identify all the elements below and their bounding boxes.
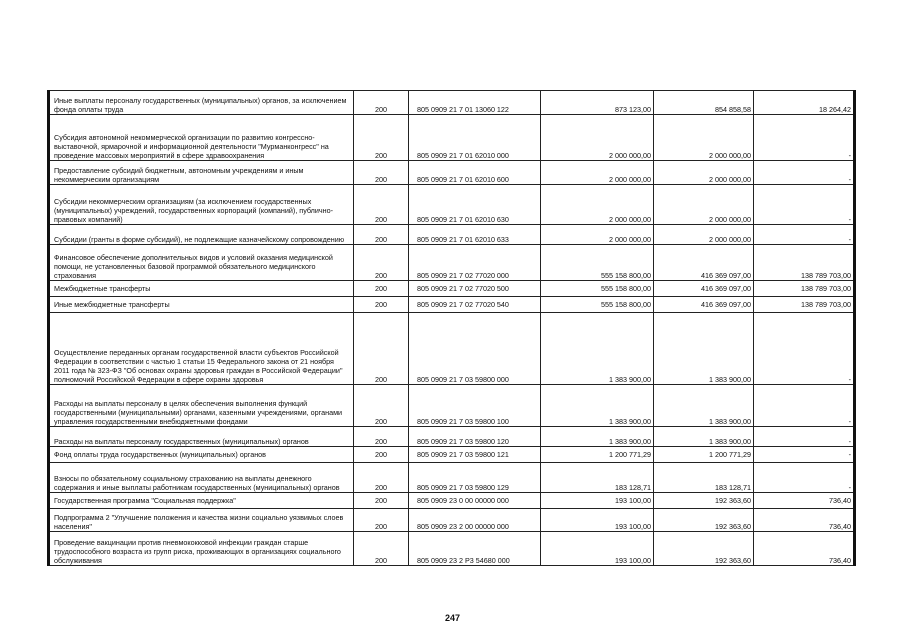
row-approved-cell: 2 000 000,00	[541, 161, 654, 185]
table-row	[49, 493, 855, 509]
row-unexecuted-cell: 736,40	[754, 532, 855, 566]
row-name-cell: Предоставление субсидий бюджетным, автономным учреждениям и иным некоммерческим организациям	[49, 161, 354, 185]
table-row	[49, 245, 855, 281]
row-approved-cell: 193 100,00	[541, 509, 654, 532]
row-budget-code-cell: 805 0909 21 7 02 77020 540	[409, 297, 541, 313]
row-unexecuted-cell: -	[754, 185, 855, 225]
row-budget-code-cell: 805 0909 21 7 01 62010 000	[409, 115, 541, 161]
row-unexecuted-cell: 138 789 703,00	[754, 281, 855, 297]
row-name-cell: Подпрограмма 2 "Улучшение положения и качества жизни социально уязвимых слоев населения"	[49, 509, 354, 532]
table-row	[49, 385, 855, 427]
row-executed-cell: 2 000 000,00	[654, 161, 754, 185]
row-name-cell: Иные межбюджетные трансферты	[49, 297, 354, 313]
row-line-code-cell: 200	[354, 297, 409, 313]
row-approved-cell: 873 123,00	[541, 91, 654, 115]
row-budget-code-cell: 805 0909 23 0 00 00000 000	[409, 493, 541, 509]
row-unexecuted-cell: 736,40	[754, 493, 855, 509]
row-name-cell: Осуществление переданных органам государственной власти субъектов Российской Федерации в соответствии с частью 1 статьи 15 Федерального закона от 21 ноября 2011 года № 323-ФЗ "Об основах охраны здоровья граждан в Российской Федерации" полномочий Российской Федерации в сфере охраны здоровья	[49, 313, 354, 385]
row-unexecuted-cell: -	[754, 463, 855, 493]
row-executed-cell: 192 363,60	[654, 532, 754, 566]
row-line-code-cell: 200	[354, 245, 409, 281]
row-line-code-cell: 200	[354, 493, 409, 509]
row-name-cell: Расходы на выплаты персоналу государственных (муниципальных) органов	[49, 427, 354, 447]
row-budget-code-cell: 805 0909 21 7 03 59800 120	[409, 427, 541, 447]
page-number: 247	[444, 613, 461, 623]
row-approved-cell: 1 383 900,00	[541, 385, 654, 427]
row-name-cell: Фонд оплаты труда государственных (муниципальных) органов	[49, 447, 354, 463]
row-line-code-cell: 200	[354, 447, 409, 463]
row-approved-cell: 2 000 000,00	[541, 115, 654, 161]
row-name-cell: Финансовое обеспечение дополнительных видов и условий оказания медицинской помощи, не установленных базовой программой обязательного медицинского страхования	[49, 245, 354, 281]
table-row	[49, 225, 855, 245]
row-executed-cell: 854 858,58	[654, 91, 754, 115]
row-unexecuted-cell: -	[754, 115, 855, 161]
row-budget-code-cell: 805 0909 21 7 01 62010 633	[409, 225, 541, 245]
row-unexecuted-cell: -	[754, 313, 855, 385]
row-approved-cell: 555 158 800,00	[541, 297, 654, 313]
row-executed-cell: 1 383 900,00	[654, 427, 754, 447]
table-row	[49, 297, 855, 313]
row-unexecuted-cell: 736,40	[754, 509, 855, 532]
row-name-cell: Проведение вакцинации против пневмококковой инфекции граждан старше трудоспособного возраста из групп риска, проживающих в организациях социального обслуживания	[49, 532, 354, 566]
row-approved-cell: 1 383 900,00	[541, 427, 654, 447]
row-name-cell: Субсидии (гранты в форме субсидий), не подлежащие казначейскому сопровождению	[49, 225, 354, 245]
row-executed-cell: 1 383 900,00	[654, 313, 754, 385]
table-row	[49, 91, 855, 115]
row-name-cell: Государственная программа "Социальная поддержка"	[49, 493, 354, 509]
row-unexecuted-cell: 138 789 703,00	[754, 297, 855, 313]
row-unexecuted-cell: 18 264,42	[754, 91, 855, 115]
row-budget-code-cell: 805 0909 23 2 00 00000 000	[409, 509, 541, 532]
row-approved-cell: 183 128,71	[541, 463, 654, 493]
row-line-code-cell: 200	[354, 281, 409, 297]
row-executed-cell: 1 200 771,29	[654, 447, 754, 463]
row-name-cell: Межбюджетные трансферты	[49, 281, 354, 297]
row-approved-cell: 193 100,00	[541, 532, 654, 566]
row-name-cell: Расходы на выплаты персоналу в целях обеспечения выполнения функций государственными (муниципальными) органами, казенными учреждениями, органами управления государственными внебюджетными фондами	[49, 385, 354, 427]
row-approved-cell: 1 383 900,00	[541, 313, 654, 385]
row-budget-code-cell: 805 0909 21 7 02 77020 500	[409, 281, 541, 297]
row-approved-cell: 555 158 800,00	[541, 281, 654, 297]
row-budget-code-cell: 805 0909 21 7 01 13060 122	[409, 91, 541, 115]
row-budget-code-cell: 805 0909 21 7 03 59800 100	[409, 385, 541, 427]
row-budget-code-cell: 805 0909 21 7 01 62010 630	[409, 185, 541, 225]
table-row	[49, 281, 855, 297]
row-line-code-cell: 200	[354, 532, 409, 566]
row-budget-code-cell: 805 0909 21 7 03 59800 121	[409, 447, 541, 463]
row-line-code-cell: 200	[354, 385, 409, 427]
row-executed-cell: 2 000 000,00	[654, 115, 754, 161]
row-approved-cell: 1 200 771,29	[541, 447, 654, 463]
row-line-code-cell: 200	[354, 185, 409, 225]
row-name-cell: Субсидия автономной некоммерческой организации по развитию конгрессно-выставочной, ярмарочной и информационной деятельности "Мурманконгресс" на проведение массовых мероприятий в сфере здравоохранения	[49, 115, 354, 161]
table-row	[49, 463, 855, 493]
row-budget-code-cell: 805 0909 21 7 03 59800 129	[409, 463, 541, 493]
row-unexecuted-cell: -	[754, 161, 855, 185]
row-unexecuted-cell: 138 789 703,00	[754, 245, 855, 281]
row-budget-code-cell: 805 0909 21 7 01 62010 600	[409, 161, 541, 185]
row-executed-cell: 1 383 900,00	[654, 385, 754, 427]
row-line-code-cell: 200	[354, 509, 409, 532]
row-approved-cell: 2 000 000,00	[541, 185, 654, 225]
table-row	[49, 185, 855, 225]
row-budget-code-cell: 805 0909 21 7 03 59800 000	[409, 313, 541, 385]
row-executed-cell: 2 000 000,00	[654, 225, 754, 245]
row-line-code-cell: 200	[354, 161, 409, 185]
row-unexecuted-cell: -	[754, 447, 855, 463]
row-executed-cell: 2 000 000,00	[654, 185, 754, 225]
table-body	[49, 91, 855, 566]
row-executed-cell: 183 128,71	[654, 463, 754, 493]
budget-execution-table	[47, 90, 856, 566]
row-name-cell: Взносы по обязательному социальному страхованию на выплаты денежного содержания и иные выплаты работникам государственных (муниципальных) органов	[49, 463, 354, 493]
row-approved-cell: 193 100,00	[541, 493, 654, 509]
table-row	[49, 509, 855, 532]
row-executed-cell: 416 369 097,00	[654, 245, 754, 281]
table-row	[49, 313, 855, 385]
row-executed-cell: 192 363,60	[654, 509, 754, 532]
table-row	[49, 427, 855, 447]
table-row	[49, 447, 855, 463]
row-line-code-cell: 200	[354, 115, 409, 161]
row-line-code-cell: 200	[354, 427, 409, 447]
row-approved-cell: 555 158 800,00	[541, 245, 654, 281]
row-line-code-cell: 200	[354, 463, 409, 493]
row-executed-cell: 416 369 097,00	[654, 281, 754, 297]
row-unexecuted-cell: -	[754, 427, 855, 447]
row-line-code-cell: 200	[354, 225, 409, 245]
row-line-code-cell: 200	[354, 313, 409, 385]
table-row	[49, 532, 855, 566]
row-line-code-cell: 200	[354, 91, 409, 115]
table-row	[49, 161, 855, 185]
row-executed-cell: 192 363,60	[654, 493, 754, 509]
row-budget-code-cell: 805 0909 21 7 02 77020 000	[409, 245, 541, 281]
row-unexecuted-cell: -	[754, 385, 855, 427]
row-budget-code-cell: 805 0909 23 2 Р3 54680 000	[409, 532, 541, 566]
table-row	[49, 115, 855, 161]
row-name-cell: Субсидии некоммерческим организациям (за исключением государственных (муниципальных) учреждений, государственных корпораций (компаний), публично-правовых компаний)	[49, 185, 354, 225]
row-approved-cell: 2 000 000,00	[541, 225, 654, 245]
row-name-cell: Иные выплаты персоналу государственных (муниципальных) органов, за исключением фонда оплаты труда	[49, 91, 354, 115]
row-executed-cell: 416 369 097,00	[654, 297, 754, 313]
row-unexecuted-cell: -	[754, 225, 855, 245]
